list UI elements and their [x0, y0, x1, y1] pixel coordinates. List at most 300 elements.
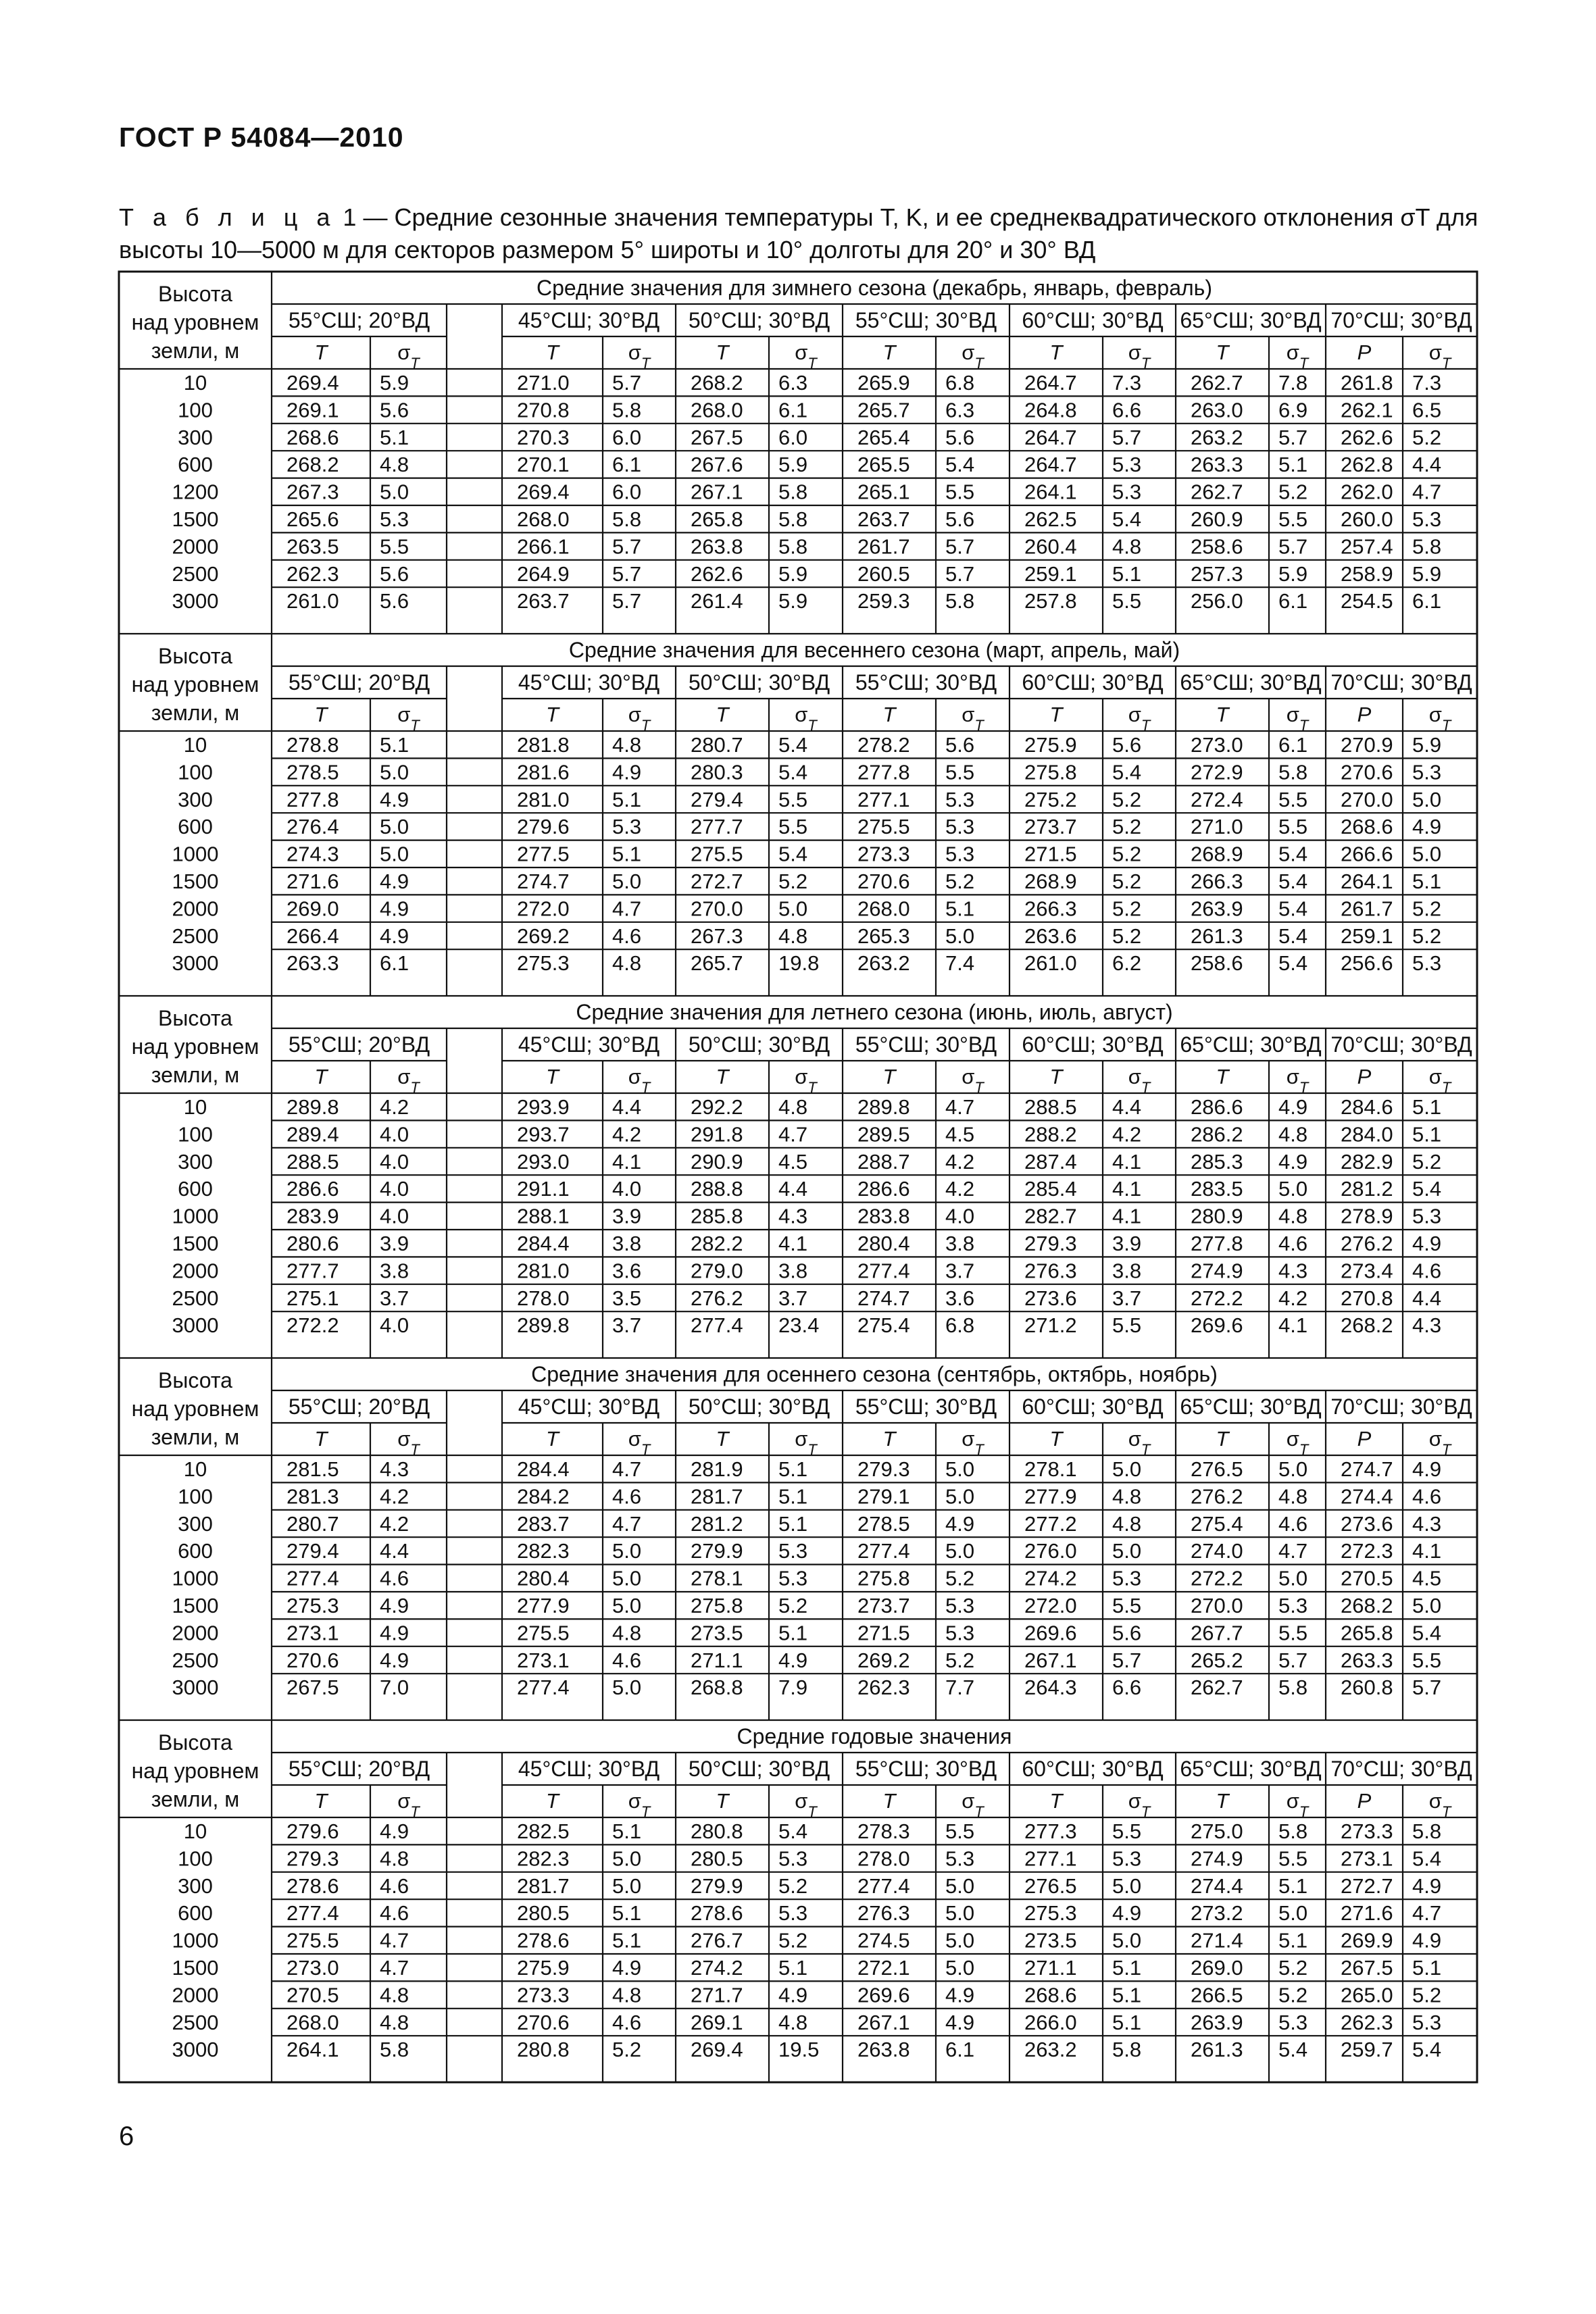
column-symbol: $\sigma_T$ [962, 1789, 984, 1820]
sigma-value: 4.6 [612, 1648, 642, 1672]
column-symbol: $\sigma_T$ [795, 1427, 817, 1458]
t-value: 273.7 [857, 1594, 910, 1617]
sigma-value: 4.4 [612, 1095, 642, 1119]
t-value: 261.0 [286, 589, 339, 613]
t-value: 264.3 [1024, 1676, 1077, 1700]
height-value: 100 [178, 1846, 213, 1871]
height-value: 1200 [172, 480, 219, 504]
sigma-value: 7.3 [1112, 371, 1142, 395]
sigma-value: 5.6 [945, 733, 975, 757]
sigma-value: 4.2 [1278, 1286, 1308, 1310]
sigma-value: 5.3 [945, 1621, 975, 1645]
sigma-value: 5.5 [1112, 1819, 1142, 1843]
t-value: 266.5 [1191, 1983, 1243, 2007]
t-value: 264.7 [1024, 425, 1077, 449]
t-value: 270.6 [286, 1648, 339, 1672]
column-symbol: $\sigma_T$ [397, 703, 420, 734]
t-value: 273.5 [1024, 1928, 1077, 1953]
block-title: Средние значения для осеннего сезона (сентябрь, октябрь, ноябрь) [531, 1362, 1218, 1386]
t-value: 269.2 [857, 1648, 910, 1672]
t-value: 288.5 [1024, 1095, 1077, 1119]
t-value: 281.6 [517, 760, 570, 784]
sigma-value: 5.0 [945, 1873, 975, 1898]
t-value: 276.5 [1024, 1873, 1077, 1898]
sigma-value: 4.8 [380, 1846, 409, 1871]
sigma-value: 5.3 [1412, 760, 1442, 784]
sigma-value: 5.0 [612, 1846, 642, 1871]
sigma-value: 5.4 [1112, 760, 1142, 784]
sigma-value: 4.6 [612, 2010, 642, 2034]
t-value: 273.1 [1341, 1846, 1393, 1871]
sigma-value: 4.6 [1412, 1484, 1442, 1509]
table-grid [119, 272, 1477, 2084]
t-value: 267.1 [691, 480, 743, 504]
height-value: 2500 [172, 1286, 219, 1310]
sigma-value: 5.4 [1278, 870, 1308, 893]
t-value: 282.5 [517, 1819, 570, 1843]
t-value: 278.0 [857, 1846, 910, 1871]
t-value: 271.7 [691, 1983, 743, 2007]
sigma-value: 5.5 [778, 815, 808, 839]
t-value: 289.8 [286, 1095, 339, 1119]
t-value: 283.9 [286, 1204, 339, 1228]
t-value: 277.7 [691, 815, 743, 839]
t-value: 275.3 [1024, 1901, 1077, 1926]
t-value: 274.9 [1191, 1259, 1243, 1283]
t-value: 269.2 [517, 924, 570, 948]
t-value: 277.8 [857, 760, 910, 784]
t-value: 263.7 [517, 589, 570, 613]
sigma-value: 4.1 [1412, 1539, 1442, 1563]
sigma-value: 5.2 [1278, 1956, 1308, 1980]
t-value: 273.0 [1191, 733, 1243, 757]
t-value: 270.9 [1341, 733, 1393, 757]
t-value: 263.9 [1191, 2010, 1243, 2034]
t-value: 270.8 [517, 398, 570, 422]
sigma-value: 6.8 [945, 371, 975, 395]
caption-text: 1 — Средние сезонные значения температуры T, K, и ее среднеквадратического отклонения σT для высоты 10—5000 м для секторов размером 5° широты и 10° долготы для 20° и 30° ВД [119, 203, 1478, 263]
sector-header: 65°СШ; 30°ВД [1180, 1757, 1322, 1781]
height-value: 300 [178, 1149, 213, 1174]
sigma-value: 5.2 [945, 1566, 975, 1590]
sigma-value: 5.4 [1278, 842, 1308, 866]
t-value: 276.5 [1191, 1457, 1243, 1481]
sigma-value: 5.6 [1112, 1621, 1142, 1645]
column-symbol: T [1049, 1065, 1063, 1088]
sigma-value: 5.4 [1412, 2038, 1442, 2062]
sigma-value: 6.5 [1412, 398, 1442, 422]
sigma-value: 5.0 [1278, 1177, 1308, 1201]
t-value: 254.5 [1341, 589, 1393, 613]
sigma-value: 6.3 [778, 371, 808, 395]
t-value: 281.8 [517, 733, 570, 757]
sigma-value: 5.7 [1278, 1648, 1308, 1672]
t-value: 267.7 [1191, 1621, 1243, 1645]
sector-header: 70°СШ; 30°ВД [1330, 1757, 1472, 1781]
sigma-value: 5.1 [380, 425, 409, 449]
sector-header: 55°СШ; 30°ВД [855, 670, 997, 695]
sigma-value: 5.8 [778, 507, 808, 531]
t-value: 281.2 [691, 1511, 743, 1536]
t-value: 261.3 [1191, 924, 1243, 948]
sigma-value: 4.1 [1112, 1177, 1142, 1201]
sigma-value: 5.5 [778, 787, 808, 811]
t-value: 274.5 [857, 1928, 910, 1953]
t-value: 262.3 [1341, 2010, 1393, 2034]
t-value: 270.6 [1341, 760, 1393, 784]
t-value: 278.8 [286, 733, 339, 757]
sigma-value: 4.2 [945, 1149, 975, 1174]
t-value: 262.7 [1191, 1676, 1243, 1700]
t-value: 265.9 [857, 371, 910, 395]
t-value: 279.3 [286, 1846, 339, 1871]
sigma-value: 4.9 [1412, 1232, 1442, 1255]
sigma-value: 5.4 [778, 733, 808, 757]
sigma-value: 6.1 [778, 398, 808, 422]
sigma-value: 5.9 [778, 561, 808, 586]
sigma-value: 4.8 [380, 1983, 409, 2007]
sigma-value: 5.7 [612, 561, 642, 586]
column-symbol: T [314, 1065, 328, 1088]
t-value: 270.5 [1341, 1566, 1393, 1590]
t-value: 269.6 [1024, 1621, 1077, 1645]
column-symbol: $\sigma_T$ [962, 1065, 984, 1096]
sigma-value: 5.9 [380, 371, 409, 395]
t-value: 277.4 [286, 1901, 339, 1926]
sigma-value: 5.7 [1278, 425, 1308, 449]
column-symbol: $\sigma_T$ [1428, 1065, 1451, 1096]
sector-header: 55°СШ; 20°ВД [288, 1757, 430, 1781]
t-value: 270.3 [517, 425, 570, 449]
sigma-value: 5.5 [1278, 1846, 1308, 1871]
t-value: 272.0 [517, 897, 570, 921]
t-value: 275.1 [286, 1286, 339, 1310]
sigma-value: 3.8 [380, 1259, 409, 1283]
sigma-value: 4.6 [612, 924, 642, 948]
t-value: 267.6 [691, 453, 743, 477]
height-value: 2000 [172, 1621, 219, 1645]
t-value: 258.9 [1341, 561, 1393, 586]
t-value: 271.0 [1191, 815, 1243, 839]
t-value: 265.4 [857, 425, 910, 449]
sigma-value: 4.7 [612, 1511, 642, 1536]
t-value: 266.3 [1191, 870, 1243, 893]
t-value: 263.3 [1191, 453, 1243, 477]
height-value: 100 [178, 1484, 213, 1509]
column-symbol: T [882, 1427, 896, 1451]
sector-header: 70°СШ; 30°ВД [1330, 1394, 1472, 1419]
t-value: 268.2 [1341, 1313, 1393, 1338]
column-symbol: $\sigma_T$ [628, 341, 651, 372]
sigma-value: 4.8 [380, 453, 409, 477]
sigma-value: 4.9 [1412, 815, 1442, 839]
sigma-value: 5.0 [945, 1928, 975, 1953]
t-value: 260.0 [1341, 507, 1393, 531]
t-value: 276.3 [857, 1901, 910, 1926]
height-header: Высота [158, 644, 232, 668]
t-value: 277.8 [1191, 1232, 1243, 1255]
sigma-value: 5.3 [612, 815, 642, 839]
height-value: 2500 [172, 1648, 219, 1672]
sigma-value: 5.1 [1112, 1956, 1142, 1980]
t-value: 265.7 [857, 398, 910, 422]
sigma-value: 5.3 [1412, 951, 1442, 976]
column-symbol: $\sigma_T$ [1128, 1427, 1151, 1458]
column-symbol: $\sigma_T$ [628, 1065, 651, 1096]
sigma-value: 4.1 [612, 1149, 642, 1174]
sector-header: 45°СШ; 30°ВД [518, 1394, 660, 1419]
sigma-value: 5.1 [1412, 1122, 1442, 1147]
t-value: 273.7 [1024, 815, 1077, 839]
sigma-value: 5.5 [1278, 787, 1308, 811]
sigma-value: 4.6 [612, 1484, 642, 1509]
column-symbol: T [546, 1789, 559, 1813]
sigma-value: 4.5 [1412, 1566, 1442, 1590]
sigma-value: 4.8 [1112, 1511, 1142, 1536]
t-value: 272.7 [691, 870, 743, 893]
t-value: 260.4 [1024, 534, 1077, 559]
height-value: 2000 [172, 1259, 219, 1283]
sigma-value: 5.5 [1278, 1621, 1308, 1645]
t-value: 265.8 [691, 507, 743, 531]
sigma-value: 5.6 [380, 589, 409, 613]
sector-header: 55°СШ; 30°ВД [855, 1394, 997, 1419]
t-value: 280.5 [517, 1901, 570, 1926]
t-value: 276.0 [1024, 1539, 1077, 1563]
t-value: 266.0 [1024, 2010, 1077, 2034]
t-value: 272.7 [1341, 1873, 1393, 1898]
sigma-value: 5.0 [778, 897, 808, 921]
height-value: 10 [183, 371, 207, 395]
t-value: 266.6 [1341, 842, 1393, 866]
t-value: 274.4 [1341, 1484, 1393, 1509]
t-value: 277.3 [1024, 1819, 1077, 1843]
t-value: 276.2 [1341, 1232, 1393, 1255]
sigma-value: 5.3 [1112, 453, 1142, 477]
t-value: 267.5 [691, 425, 743, 449]
t-value: 270.6 [517, 2010, 570, 2034]
t-value: 273.5 [691, 1621, 743, 1645]
t-value: 277.5 [517, 842, 570, 866]
t-value: 262.1 [1341, 398, 1393, 422]
sigma-value: 5.8 [1412, 1819, 1442, 1843]
t-value: 270.6 [857, 870, 910, 893]
column-symbol: T [546, 1065, 559, 1088]
t-value: 263.2 [857, 951, 910, 976]
column-symbol: $\sigma_T$ [1286, 1427, 1309, 1458]
sigma-value: 4.8 [612, 1621, 642, 1645]
t-value: 268.2 [691, 371, 743, 395]
t-value: 272.3 [1341, 1539, 1393, 1563]
t-value: 262.8 [1341, 453, 1393, 477]
sigma-value: 5.7 [945, 561, 975, 586]
sigma-value: 5.7 [612, 371, 642, 395]
sigma-value: 4.4 [778, 1177, 808, 1201]
sigma-value: 5.1 [778, 1621, 808, 1645]
height-header: над уровнем [131, 1759, 259, 1783]
height-value: 600 [178, 453, 213, 477]
column-symbol: $\sigma_T$ [628, 703, 651, 734]
sector-header: 60°СШ; 30°ВД [1022, 308, 1164, 332]
t-value: 283.8 [857, 1204, 910, 1228]
t-value: 261.7 [1341, 897, 1393, 921]
sigma-value: 4.9 [1112, 1901, 1142, 1926]
sector-header: 55°СШ; 30°ВД [855, 1032, 997, 1057]
sigma-value: 4.5 [778, 1149, 808, 1174]
height-value: 2000 [172, 897, 219, 921]
t-value: 290.9 [691, 1149, 743, 1174]
t-value: 263.5 [286, 534, 339, 559]
t-value: 278.1 [1024, 1457, 1077, 1481]
sector-header: 65°СШ; 30°ВД [1180, 1394, 1322, 1419]
t-value: 269.6 [857, 1983, 910, 2007]
sigma-value: 5.1 [1112, 1983, 1142, 2007]
height-header: над уровнем [131, 1397, 259, 1421]
column-symbol: T [314, 341, 328, 364]
sigma-value: 4.2 [380, 1484, 409, 1509]
height-value: 2500 [172, 561, 219, 586]
t-value: 268.0 [286, 2010, 339, 2034]
column-symbol: T [1049, 341, 1063, 364]
sigma-value: 4.8 [612, 733, 642, 757]
height-value: 10 [183, 1457, 207, 1481]
block-title: Средние значения для зимнего сезона (декабрь, январь, февраль) [537, 276, 1212, 300]
t-value: 293.7 [517, 1122, 570, 1147]
t-value: 263.8 [857, 2038, 910, 2062]
column-symbol: $\sigma_T$ [795, 1065, 817, 1096]
column-symbol: $\sigma_T$ [795, 703, 817, 734]
t-value: 275.2 [1024, 787, 1077, 811]
t-value: 275.8 [857, 1566, 910, 1590]
sigma-value: 4.1 [778, 1232, 808, 1255]
t-value: 263.8 [691, 534, 743, 559]
height-value: 3000 [172, 951, 219, 976]
sigma-value: 5.2 [778, 1873, 808, 1898]
column-symbol: T [882, 341, 896, 364]
sigma-value: 5.1 [1278, 453, 1308, 477]
sigma-value: 5.2 [945, 870, 975, 893]
t-value: 262.5 [1024, 507, 1077, 531]
t-value: 281.3 [286, 1484, 339, 1509]
column-symbol: $\sigma_T$ [397, 1427, 420, 1458]
height-header: земли, м [151, 701, 240, 725]
sigma-value: 4.9 [380, 897, 409, 921]
sigma-value: 4.0 [380, 1149, 409, 1174]
sigma-value: 5.4 [1278, 897, 1308, 921]
sigma-value: 4.6 [1278, 1511, 1308, 1536]
height-value: 3000 [172, 2038, 219, 2062]
t-value: 292.2 [691, 1095, 743, 1119]
sigma-value: 5.4 [1412, 1846, 1442, 1871]
height-value: 10 [183, 1095, 207, 1119]
t-value: 262.7 [1191, 371, 1243, 395]
sector-header: 55°СШ; 20°ВД [288, 1394, 430, 1419]
data-table [119, 272, 1477, 2084]
sigma-value: 5.3 [1112, 1566, 1142, 1590]
t-value: 265.0 [1341, 1983, 1393, 2007]
t-value: 282.3 [517, 1846, 570, 1871]
height-value: 2000 [172, 534, 219, 559]
sigma-value: 5.4 [1412, 1177, 1442, 1201]
sigma-value: 5.3 [778, 1539, 808, 1563]
sigma-value: 5.3 [1412, 1204, 1442, 1228]
sigma-value: 5.5 [380, 534, 409, 559]
column-symbol: $\sigma_T$ [1128, 1789, 1151, 1820]
t-value: 285.4 [1024, 1177, 1077, 1201]
sigma-value: 5.4 [1112, 507, 1142, 531]
sigma-value: 4.8 [778, 924, 808, 948]
sigma-value: 3.5 [612, 1286, 642, 1310]
sigma-value: 5.0 [1112, 1457, 1142, 1481]
t-value: 270.0 [1341, 787, 1393, 811]
sigma-value: 19.5 [778, 2038, 820, 2062]
sigma-value: 3.7 [778, 1286, 808, 1310]
sigma-value: 4.7 [380, 1956, 409, 1980]
sigma-value: 6.6 [1112, 1676, 1142, 1700]
t-value: 280.7 [286, 1511, 339, 1536]
t-value: 269.6 [1191, 1313, 1243, 1338]
sigma-value: 3.9 [612, 1204, 642, 1228]
sigma-value: 4.2 [612, 1122, 642, 1147]
t-value: 282.7 [1024, 1204, 1077, 1228]
t-value: 268.0 [857, 897, 910, 921]
t-value: 272.9 [1191, 760, 1243, 784]
t-value: 257.8 [1024, 589, 1077, 613]
height-value: 300 [178, 425, 213, 449]
sigma-value: 5.5 [1278, 507, 1308, 531]
sigma-value: 3.7 [380, 1286, 409, 1310]
t-value: 265.6 [286, 507, 339, 531]
t-value: 258.6 [1191, 951, 1243, 976]
t-value: 281.0 [517, 1259, 570, 1283]
t-value: 275.3 [517, 951, 570, 976]
t-value: 279.6 [517, 815, 570, 839]
sigma-value: 4.9 [778, 1648, 808, 1672]
sigma-value: 5.9 [1278, 561, 1308, 586]
t-value: 277.8 [286, 787, 339, 811]
sigma-value: 5.6 [380, 398, 409, 422]
sigma-value: 5.5 [945, 480, 975, 504]
column-symbol: $\sigma_T$ [1286, 1065, 1309, 1096]
t-value: 269.0 [1191, 1956, 1243, 1980]
t-value: 270.0 [691, 897, 743, 921]
sigma-value: 5.1 [612, 1928, 642, 1953]
column-symbol: $\sigma_T$ [962, 1427, 984, 1458]
sigma-value: 5.4 [1278, 924, 1308, 948]
t-value: 274.2 [1024, 1566, 1077, 1590]
t-value: 271.5 [857, 1621, 910, 1645]
sigma-value: 5.1 [1278, 1873, 1308, 1898]
height-value: 1500 [172, 1594, 219, 1617]
sigma-value: 5.7 [945, 534, 975, 559]
sigma-value: 5.2 [1112, 897, 1142, 921]
sigma-value: 6.8 [945, 1313, 975, 1338]
column-symbol: $\sigma_T$ [1286, 703, 1309, 734]
sigma-value: 5.6 [945, 507, 975, 531]
t-value: 271.2 [1024, 1313, 1077, 1338]
t-value: 271.1 [691, 1648, 743, 1672]
t-value: 269.4 [286, 371, 339, 395]
sigma-value: 3.8 [612, 1232, 642, 1255]
column-symbol: P [1357, 1789, 1372, 1813]
height-value: 600 [178, 1177, 213, 1201]
sigma-value: 5.3 [380, 507, 409, 531]
sigma-value: 6.1 [1278, 589, 1308, 613]
sigma-value: 5.0 [612, 1873, 642, 1898]
column-symbol: T [314, 703, 328, 726]
sigma-value: 5.3 [1278, 1594, 1308, 1617]
t-value: 267.5 [1341, 1956, 1393, 1980]
